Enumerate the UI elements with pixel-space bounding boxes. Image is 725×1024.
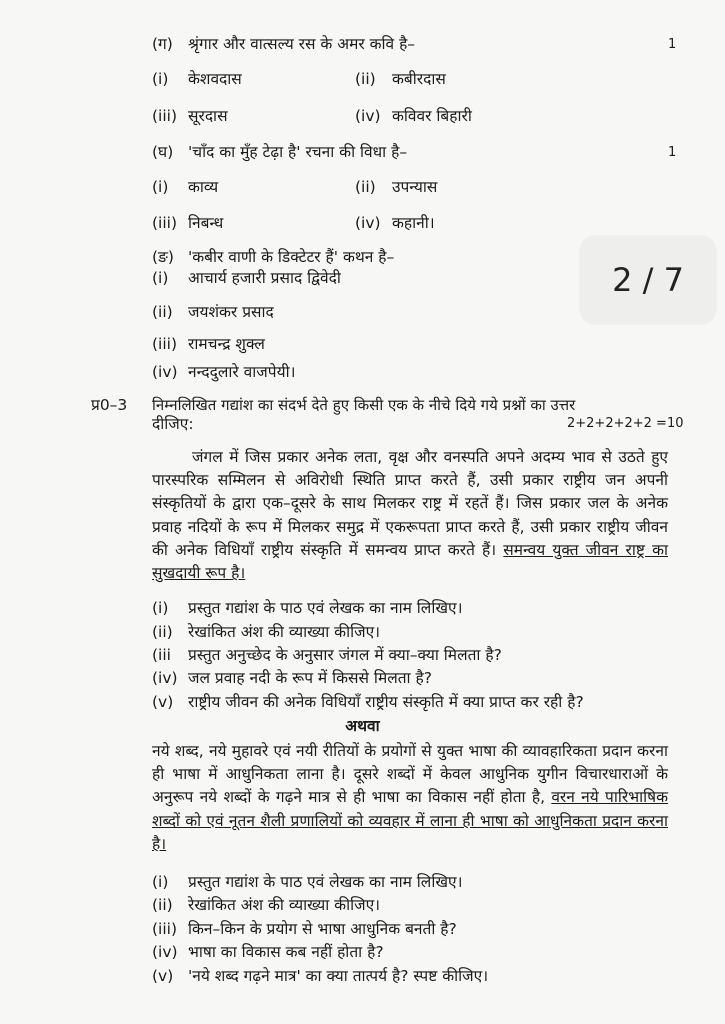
question-ga-marks: 1 [668, 37, 677, 52]
sub-question-number: (v) [152, 693, 174, 711]
option-text: आचार्य हजारी प्रसाद द्विवेदी [188, 269, 341, 287]
option-number: (ii) [152, 303, 173, 321]
option-number: (i) [152, 70, 169, 88]
option-text: उपन्यास [392, 178, 438, 196]
option-number: (iii) [152, 335, 178, 353]
sub-question-text: प्रस्तुत अनुच्छेद के अनुसार जंगल में क्या–क्या मिलता है? [188, 646, 502, 664]
option-number: (iv) [355, 107, 381, 125]
question-ga-text: श्रृंगार और वात्सल्य रस के अमर कवि है– [188, 35, 416, 53]
sub-question-number: (iv) [152, 669, 178, 687]
option-number: (i) [152, 178, 169, 196]
sub-question-text: किन–किन के प्रयोग से भाषा आधुनिक बनती है? [188, 920, 457, 938]
sub-question-number: (iv) [152, 943, 178, 961]
option-text: नन्ददुलारे वाजपेयी। [188, 363, 296, 381]
passage-1-underlined: समन्वय युक्त जीवन राष्ट्र का सुखदायी रूप है। [152, 540, 668, 583]
option-text: सूरदास [188, 107, 228, 125]
question-gha-label: (घ) [152, 143, 174, 161]
option-number: (ii) [355, 70, 376, 88]
sub-question-number: (ii) [152, 623, 173, 641]
option-text: कहानी। [392, 214, 435, 232]
passage-2-text: नये शब्द, नये मुहावरे एवं नयी रीतियों के प्रयोगों से युक्त भाषा की व्यावहारिकता प्रदान करना ही भाषा में आधुनिकता लाना है। दूसरे शब्दों में केवल आधुनिक युगीन विचारधाराओं के अनुरूप नये शब्दों के गढ़ने मात्र से ही भाषा का विकास नहीं होता है, [152, 742, 668, 807]
sub-question-number: (i) [152, 873, 169, 891]
question-nga-label: (ङ) [152, 248, 174, 266]
sub-question-number: (iii [152, 646, 171, 664]
option-number: (i) [152, 269, 169, 287]
passage-2 [152, 740, 668, 856]
sub-question-text: राष्ट्रीय जीवन की अनेक विधियाँ राष्ट्रीय संस्कृति में क्या प्राप्त कर रही है? [188, 693, 584, 711]
sub-question-text: प्रस्तुत गद्यांश के पाठ एवं लेखक का नाम लिखिए। [188, 873, 463, 891]
sub-question-text: जल प्रवाह नदी के रूप में किससे मिलता है? [188, 669, 432, 687]
sub-question-number: (i) [152, 599, 169, 617]
option-text: केशवदास [188, 70, 242, 88]
question-gha-text: 'चाँद का मुँह टेढ़ा है' रचना की विधा है– [188, 143, 408, 161]
option-text: रामचन्द्र शुक्ल [188, 335, 265, 353]
passage-2-underlined: वरन नये पारिभाषिक शब्दों को एवं नूतन शैली प्रणालियों को व्यवहार में लाना ही भाषा को आधुनिकता प्रदान करना है। [152, 788, 668, 853]
option-text: कविवर बिहारी [392, 107, 472, 125]
question-3-marks: 2+2+2+2+2 =10 [567, 416, 684, 431]
page-indicator: 2 / 7 [580, 236, 716, 324]
option-number: (iii) [152, 214, 178, 232]
option-text: काव्य [188, 178, 219, 196]
question-nga-text: 'कबीर वाणी के डिक्टेटर हैं' कथन है– [188, 248, 395, 266]
option-text: निबन्ध [188, 214, 224, 232]
option-text: कबीरदास [392, 70, 446, 88]
passage-1 [152, 446, 668, 585]
question-gha-marks: 1 [668, 145, 677, 160]
option-number: (iv) [152, 363, 178, 381]
or-divider: अथवा [345, 717, 380, 735]
sub-question-number: (v) [152, 967, 174, 985]
option-number: (ii) [355, 178, 376, 196]
sub-question-text: भाषा का विकास कब नहीं होता है? [188, 943, 384, 961]
question-ga-label: (ग) [152, 35, 173, 53]
question-3-instruction: निम्नलिखित गद्यांश का संदर्भ देते हुए किसी एक के नीचे दिये गये प्रश्नों का उत्तर [152, 396, 576, 414]
sub-question-number: (ii) [152, 896, 173, 914]
sub-question-number: (iii) [152, 920, 178, 938]
sub-question-text: प्रस्तुत गद्यांश के पाठ एवं लेखक का नाम लिखिए। [188, 599, 463, 617]
option-number: (iii) [152, 107, 178, 125]
sub-question-text: रेखांकित अंश की व्याख्या कीजिए। [188, 623, 381, 641]
question-3-instruction-cont: दीजिए: [152, 415, 194, 433]
sub-question-text: रेखांकित अंश की व्याख्या कीजिए। [188, 896, 381, 914]
sub-question-text: 'नये शब्द गढ़ने मात्र' का क्या तात्पर्य है? स्पष्ट कीजिए। [188, 967, 489, 985]
option-text: जयशंकर प्रसाद [188, 303, 274, 321]
question-3-label: प्र0–3 [91, 396, 128, 414]
passage-1-text: जंगल में जिस प्रकार अनेक लता, वृक्ष और वनस्पति अपने अदम्य भाव से उठते हुए पारस्परिक सम्मिलन से अविरोधी स्थिति प्राप्त करते हैं, उसी प्रकार राष्ट्रीय जन अपनी संस्कृतियों के द्वारा एक–दूसरे के साथ मिलकर राष्ट्र में रहतें हैं। जिस प्रकार जल के अनेक प्रवाह नदियों के रूप में मिलकर समुद्र में एकरूपता प्राप्त करते हैं, उसी प्रकार राष्ट्रीय जीवन की अनेक विधियाँ राष्ट्रीय संस्कृति में समन्वय प्राप्त करते हैं। [152, 448, 668, 559]
option-number: (iv) [355, 214, 381, 232]
